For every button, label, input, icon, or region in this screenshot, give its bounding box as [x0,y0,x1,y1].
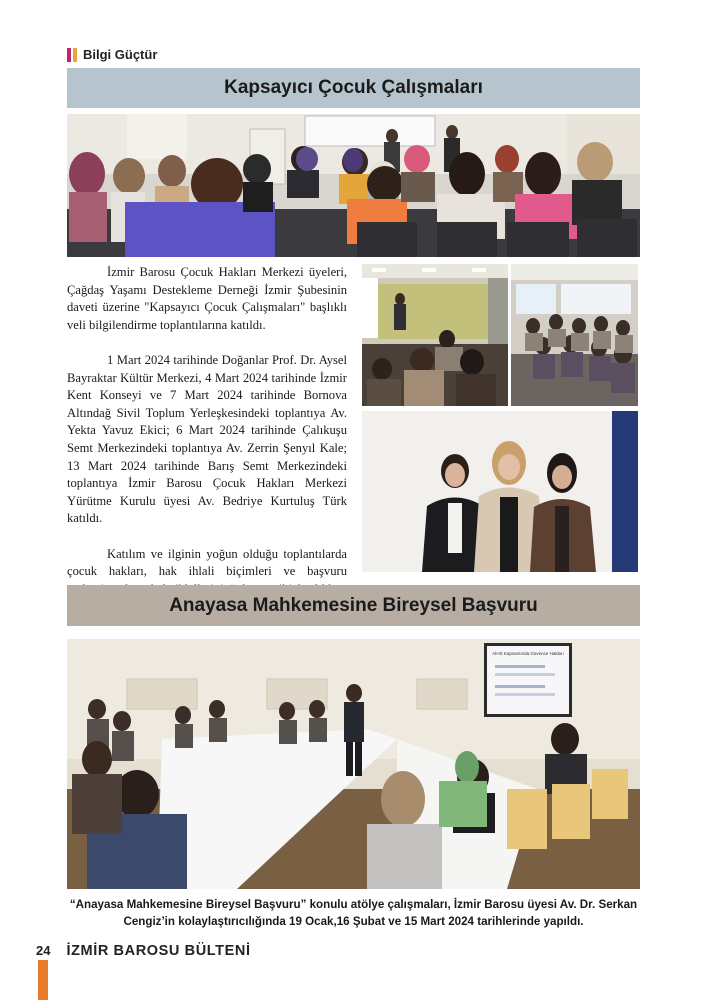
page-footer [36,943,251,959]
tag-bar-orange [73,48,77,62]
footer-accent-bar [38,960,48,1000]
article-2-title: Anayasa Mahkemesine Bireysel Başvuru [67,585,640,626]
article-1-paragraph: 1 Mart 2024 tarihinde Doğanlar Prof. Dr. Aysel Bayraktar Kültür Merkezi, 4 Mart 2024 tarihinde İzmir Kent Konseyi ve 7 Mart 2024 tarihinde Bornova Altındağ Sivil Toplum Yerleşkesindeki toplantıya Av. Yekta Yavuz Ekici; 6 Mart 2024 tarihinde Çalıkuşu Semt Merkezindeki toplantıya Av. Zerrin Şenyıl Kale; 13 Mart 2024 tarihinde Barış Semt Merkezindeki toplantıya İzmir Barosu Çocuk Hakları Merkezi Yürütme Kurulu üyesi Av. Bedriye Kurtuluş Türk katıldı. [67,352,347,526]
meeting-audience-photo [67,114,640,257]
section-tag [67,47,157,62]
group-portrait-photo [362,411,638,572]
section-tag-bars [67,48,77,62]
article-1-title: Kapsayıcı Çocuk Çalışmaları [67,68,640,108]
section-label: Bilgi Güçtür [83,47,158,62]
article-1-body [67,264,347,633]
meeting-room-photo-left [362,264,508,406]
meeting-room-photo-right [511,264,638,406]
article-1-paragraph: Katılım ve ilginin yoğun olduğu toplantılarda çocuk hakları, hak ihlali biçimleri ve başvuru [67,546,347,579]
photo-caption: “Anayasa Mahkemesine Bireysel Başvuru” konulu atölye çalışmaları, İzmir Barosu üyesi Av. Dr. Serkan Cengiz’in kolaylaştırıcılığında 19 Ocak,16 Şubat ve 15 Mart 2024 tarihlerinde yapıldı. [69,898,638,928]
workshop-photo [67,639,640,889]
page-number: 24 [36,943,51,958]
tag-bar-magenta [67,48,71,62]
article-1-paragraph: İzmir Barosu Çocuk Hakları Merkezi üyeleri, Çağdaş Yaşamı Destekleme Derneği İzmir Şubesinin daveti üzerine "Kapsayıcı Çocuk Çalışmaları" başlıklı veli bilgilendirme toplantılarına katıldı. [67,265,347,332]
slide-title: AİHS Kapsamında Güvence Hakları [492,651,564,656]
publication-name: İZMİR BAROSU BÜLTENİ [66,943,251,959]
